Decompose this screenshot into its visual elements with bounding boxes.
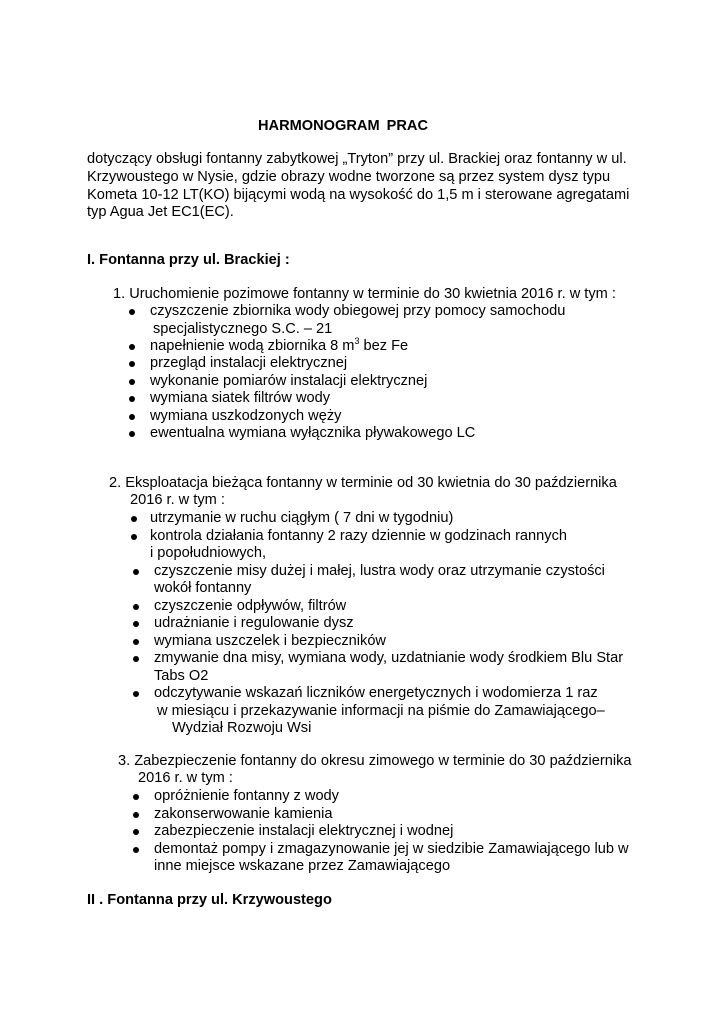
list-item: wykonanie pomiarów instalacji elektrycznej [150,373,428,389]
section-heading: I. Fontanna przy ul. Brackiej : [87,252,290,268]
list-item: czyszczenie misy dużej i małej, lustra wody oraz utrzymanie czystości [154,563,605,579]
list-item: odczytywanie wskazań liczników energetycznych i wodomierza 1 raz [154,685,598,701]
item-heading-continuation: 2016 r. w tym : [130,492,225,508]
intro-line: typ Agua Jet EC1(EC). [87,204,234,220]
list-item-continuation: inne miejsce wskazane przez Zamawiającego [154,858,451,874]
list-item: przegląd instalacji elektrycznej [150,355,348,371]
list-item-continuation: Tabs O2 [154,668,209,684]
item-heading-continuation: 2016 r. w tym : [138,770,233,786]
list-item-continuation: wokół fontanny [154,580,252,596]
bullet-icon [133,656,139,662]
list-item: czyszczenie odpływów, filtrów [154,598,347,614]
list-item: opróżnienie fontanny z wody [154,788,339,804]
superscript: 3 [354,336,360,347]
list-item-text: napełnienie wodą zbiornika 8 m [150,338,355,354]
bullet-icon [131,516,137,522]
document-title: HARMONOGRAM PRAC [258,118,429,134]
bullet-icon [133,639,139,645]
list-item: wymiana uszkodzonych węży [150,408,342,424]
list-item: zakonserwowanie kamienia [154,806,333,822]
list-item: wymiana uszczelek i bezpieczników [154,633,386,649]
list-item: czyszczenie zbiornika wody obiegowej przy pomocy samochodu [150,303,566,319]
bullet-icon [133,691,139,697]
list-item: utrzymanie w ruchu ciągłym ( 7 dni w tygodniu) [150,510,454,526]
bullet-icon [129,431,135,437]
intro-line: Kometa 10-12 LT(KO) bijącymi wodą na wysokość do 1,5 m i sterowane agregatami [87,187,630,203]
bullet-icon [129,344,135,350]
list-item: zabezpieczenie instalacji elektrycznej i wodnej [154,823,454,839]
bullet-icon [129,396,135,402]
bullet-icon [129,379,135,385]
list-item-continuation: Wydział Rozwoju Wsi [172,720,312,736]
list-item: kontrola działania fontanny 2 razy dziennie w godzinach rannych [150,528,567,544]
list-item: demontaż pompy i zmagazynowanie jej w siedzibie Zamawiającego lub w [154,841,629,857]
list-item: wymiana siatek filtrów wody [150,390,331,406]
intro-line: Krzywoustego w Nysie, gdzie obrazy wodne tworzone są przez system dysz typu [87,169,611,185]
list-item: ewentualna wymiana wyłącznika pływakowego LC [150,425,476,441]
item-heading: 3. Zabezpieczenie fontanny do okresu zimowego w terminie do 30 października [118,753,632,769]
bullet-icon [131,534,137,540]
bullet-icon [133,847,139,853]
bullet-icon [129,414,135,420]
bullet-icon [133,621,139,627]
intro-line: dotyczący obsługi fontanny zabytkowej „Tryton” przy ul. Brackiej oraz fontanny w ul. [87,151,627,167]
list-item-continuation: specjalistycznego S.C. – 21 [153,321,333,337]
item-heading: 2. Eksploatacja bieżąca fontanny w terminie od 30 kwietnia do 30 października [109,475,617,491]
bullet-icon [133,569,139,575]
bullet-icon [133,604,139,610]
bullet-icon [133,829,139,835]
bullet-icon [133,794,139,800]
list-item: udrażnianie i regulowanie dysz [154,615,354,631]
bullet-icon [133,812,139,818]
list-item: zmywanie dna misy, wymiana wody, uzdatnianie wody środkiem Blu Star [154,650,624,666]
section-heading: II . Fontanna przy ul. Krzywoustego [87,892,332,908]
list-item [150,337,408,355]
bullet-icon [129,361,135,367]
list-item-text-end: bez Fe [359,338,409,354]
list-item-continuation: i popołudniowych, [150,545,267,561]
item-heading: 1. Uruchomienie pozimowe fontanny w terminie do 30 kwietnia 2016 r. w tym : [113,286,616,302]
bullet-icon [129,309,135,315]
list-item-continuation: w miesiącu i przekazywanie informacji na piśmie do Zamawiającego– [157,703,605,719]
